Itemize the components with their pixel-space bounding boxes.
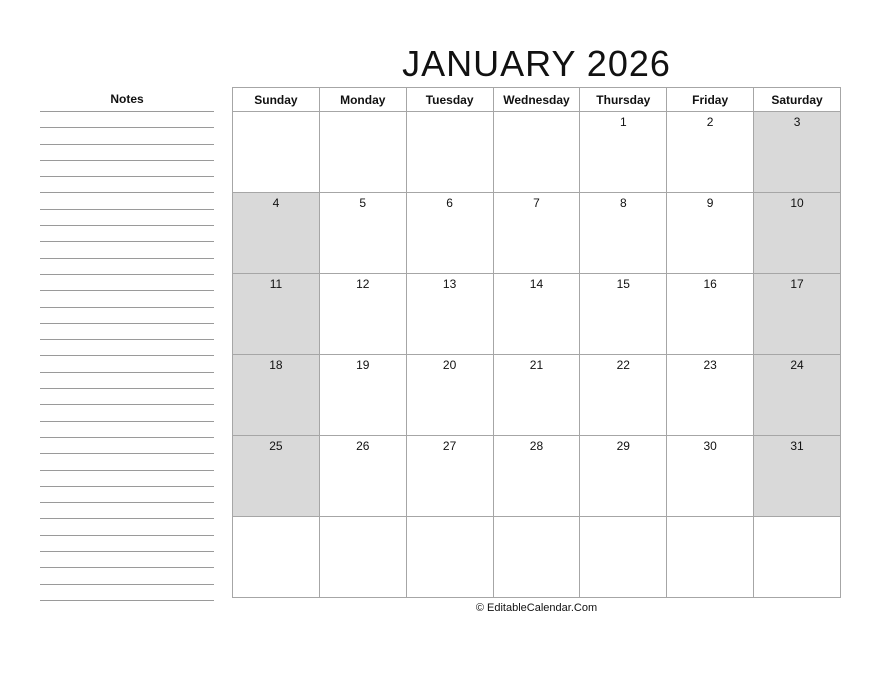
note-line bbox=[40, 585, 214, 601]
day-number: 2 bbox=[706, 115, 714, 129]
day-cell bbox=[233, 517, 320, 598]
note-line bbox=[40, 389, 214, 405]
day-cell bbox=[667, 436, 754, 517]
note-line bbox=[40, 177, 214, 193]
week-row bbox=[233, 274, 841, 355]
day-number bbox=[233, 112, 319, 115]
note-line bbox=[40, 471, 214, 487]
day-cell bbox=[319, 274, 406, 355]
weekday-sunday: Sunday bbox=[233, 88, 320, 112]
day-cell bbox=[319, 355, 406, 436]
day-number: 18 bbox=[269, 358, 283, 372]
day-cell bbox=[493, 355, 580, 436]
day-number: 24 bbox=[790, 358, 804, 372]
day-number: 8 bbox=[619, 196, 627, 210]
day-cell bbox=[233, 436, 320, 517]
day-cell bbox=[754, 193, 841, 274]
note-line bbox=[40, 438, 214, 454]
day-cell bbox=[580, 193, 667, 274]
week-row bbox=[233, 517, 841, 598]
note-line bbox=[40, 552, 214, 568]
note-line bbox=[40, 454, 214, 470]
day-cell bbox=[493, 517, 580, 598]
day-cell bbox=[319, 436, 406, 517]
note-line bbox=[40, 128, 214, 144]
day-number: 3 bbox=[793, 115, 801, 129]
day-cell bbox=[233, 193, 320, 274]
weekday-tuesday: Tuesday bbox=[406, 88, 493, 112]
day-cell bbox=[754, 112, 841, 193]
note-line bbox=[40, 324, 214, 340]
day-cell bbox=[406, 436, 493, 517]
day-number bbox=[494, 517, 580, 520]
day-number: 19 bbox=[356, 358, 370, 372]
note-line bbox=[40, 193, 214, 209]
day-cell bbox=[406, 274, 493, 355]
notes-header: Notes bbox=[40, 87, 214, 112]
day-cell bbox=[406, 355, 493, 436]
weekday-monday: Monday bbox=[319, 88, 406, 112]
day-cell bbox=[406, 517, 493, 598]
calendar-grid bbox=[232, 87, 841, 598]
day-number bbox=[667, 517, 753, 520]
day-cell bbox=[754, 355, 841, 436]
day-number bbox=[320, 112, 406, 115]
day-number: 17 bbox=[790, 277, 804, 291]
week-row bbox=[233, 193, 841, 274]
day-cell bbox=[667, 355, 754, 436]
day-number: 1 bbox=[619, 115, 627, 129]
day-cell bbox=[580, 436, 667, 517]
day-cell bbox=[493, 112, 580, 193]
day-number: 20 bbox=[442, 358, 457, 372]
day-cell bbox=[319, 112, 406, 193]
notes-lines bbox=[40, 112, 214, 601]
day-number: 30 bbox=[703, 439, 717, 453]
day-cell bbox=[580, 274, 667, 355]
day-number bbox=[233, 517, 319, 520]
day-cell bbox=[754, 274, 841, 355]
note-line bbox=[40, 242, 214, 258]
weekday-saturday: Saturday bbox=[754, 88, 841, 112]
day-number: 14 bbox=[529, 277, 544, 291]
day-number bbox=[494, 112, 580, 115]
day-number: 21 bbox=[529, 358, 544, 372]
note-line bbox=[40, 405, 214, 421]
note-line bbox=[40, 536, 214, 552]
note-line bbox=[40, 340, 214, 356]
day-cell bbox=[493, 193, 580, 274]
calendar-title: JANUARY 2026 bbox=[402, 43, 671, 84]
weekday-thursday: Thursday bbox=[580, 88, 667, 112]
day-number bbox=[407, 112, 493, 115]
day-number: 15 bbox=[616, 277, 630, 291]
day-cell bbox=[754, 436, 841, 517]
day-number bbox=[320, 517, 406, 520]
day-number: 27 bbox=[442, 439, 457, 453]
note-line bbox=[40, 291, 214, 307]
note-line bbox=[40, 308, 214, 324]
note-line bbox=[40, 259, 214, 275]
day-number: 12 bbox=[356, 277, 370, 291]
week-row bbox=[233, 355, 841, 436]
day-cell bbox=[319, 517, 406, 598]
day-cell bbox=[233, 112, 320, 193]
day-number bbox=[754, 517, 840, 520]
day-number: 4 bbox=[272, 196, 280, 210]
note-line bbox=[40, 568, 214, 584]
day-number: 7 bbox=[533, 196, 540, 210]
note-line bbox=[40, 226, 214, 242]
notes-column bbox=[40, 87, 214, 601]
note-line bbox=[40, 503, 214, 519]
day-cell bbox=[667, 274, 754, 355]
note-line bbox=[40, 145, 214, 161]
note-line bbox=[40, 112, 214, 128]
day-number bbox=[580, 517, 666, 520]
note-line bbox=[40, 275, 214, 291]
day-number: 25 bbox=[269, 439, 283, 453]
day-number: 6 bbox=[446, 196, 453, 210]
day-cell bbox=[406, 193, 493, 274]
weekday-friday: Friday bbox=[667, 88, 754, 112]
day-number: 13 bbox=[442, 277, 457, 291]
day-number: 31 bbox=[790, 439, 804, 453]
day-number: 29 bbox=[616, 439, 630, 453]
day-number: 9 bbox=[706, 196, 714, 210]
day-number: 10 bbox=[790, 196, 804, 210]
day-cell bbox=[493, 274, 580, 355]
day-number: 5 bbox=[359, 196, 367, 210]
day-cell bbox=[667, 193, 754, 274]
weekday-header-row bbox=[233, 88, 841, 112]
note-line bbox=[40, 422, 214, 438]
day-number: 11 bbox=[269, 277, 283, 291]
day-cell bbox=[580, 112, 667, 193]
day-cell bbox=[667, 112, 754, 193]
note-line bbox=[40, 519, 214, 535]
day-number: 23 bbox=[703, 358, 717, 372]
week-row bbox=[233, 436, 841, 517]
day-cell bbox=[319, 193, 406, 274]
week-row bbox=[233, 112, 841, 193]
day-cell bbox=[233, 355, 320, 436]
day-cell bbox=[667, 517, 754, 598]
note-line bbox=[40, 161, 214, 177]
weekday-wednesday: Wednesday bbox=[493, 88, 580, 112]
copyright-footer: © EditableCalendar.Com bbox=[475, 602, 598, 614]
day-cell bbox=[493, 436, 580, 517]
note-line bbox=[40, 373, 214, 389]
day-number bbox=[407, 517, 493, 520]
day-number: 26 bbox=[356, 439, 370, 453]
note-line bbox=[40, 356, 214, 372]
day-cell bbox=[580, 517, 667, 598]
day-number: 16 bbox=[703, 277, 717, 291]
day-cell bbox=[406, 112, 493, 193]
note-line bbox=[40, 487, 214, 503]
day-number: 22 bbox=[616, 358, 630, 372]
note-line bbox=[40, 210, 214, 226]
day-cell bbox=[233, 274, 320, 355]
day-cell bbox=[754, 517, 841, 598]
day-number: 28 bbox=[529, 439, 544, 453]
day-cell bbox=[580, 355, 667, 436]
